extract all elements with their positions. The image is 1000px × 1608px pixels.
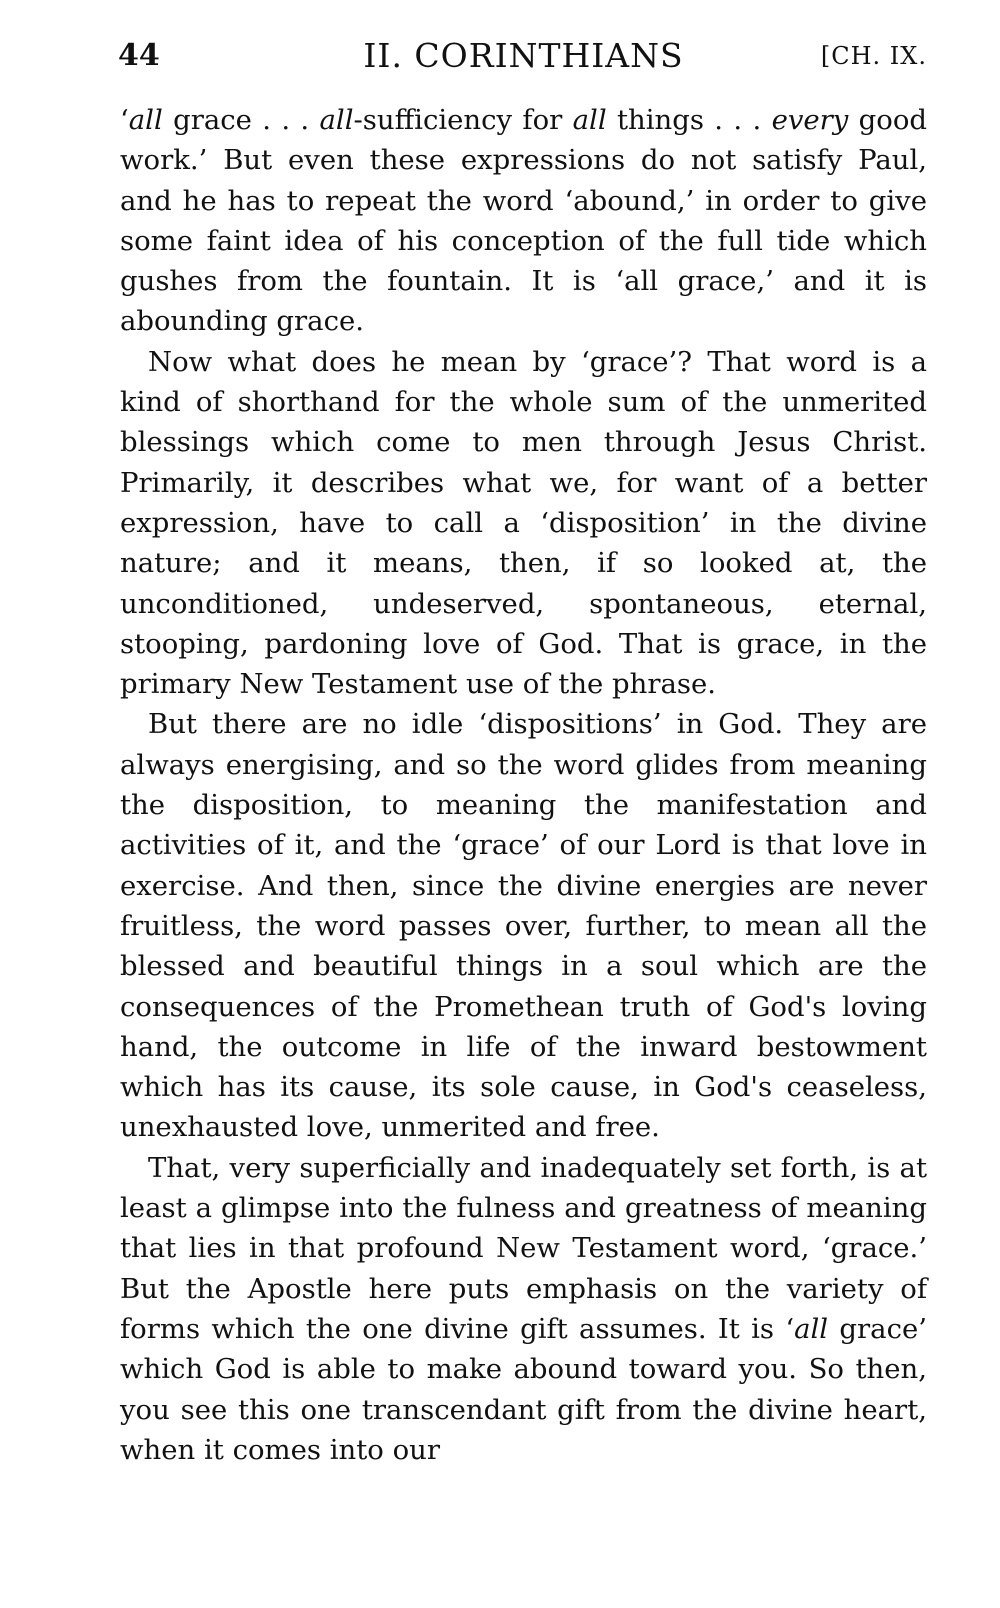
book-page: [120, 36, 927, 1470]
paragraph-variety-of-forms: That, very superficially and inadequately set forth, is at least a glimpse into the fulness and greatness of meaning that lies in that profound New Testament word, ‘grace.’ But the Apostle here puts emphasis on the variety of forms which the one divine gift assumes. It is ‘all grace’ which God is able to make abound toward you. So then, you see this one transcendant gift from the divine heart, when it comes into our: [120, 1151, 927, 1466]
body-text: [120, 100, 927, 1470]
emphasis: all: [794, 1312, 829, 1345]
emphasis: all: [319, 104, 354, 136]
paragraph-grace-definition: Now what does he mean by ‘grace’? That word is a kind of shorthand for the whole sum of the unmerited blessings which come to men through Jesus Christ. Primarily, it describes what we, for want of a better expression, have to call a ‘disposition’ in the divine nature; and it means, then, if so looked at, the unconditioned, undeserved, spontaneous, eternal, stooping, pardoning love of God. That is grace, in the primary New Testament use of the phrase.: [120, 345, 927, 701]
chapter-reference: [CH. IX.: [820, 42, 927, 70]
page-number: 44: [118, 38, 160, 73]
running-head: [120, 36, 927, 88]
emphasis: all: [572, 104, 607, 136]
book-title: II. CORINTHIANS: [363, 36, 684, 75]
paragraph-dispositions: But there are no idle ‘dispositions’ in God. They are always energising, and so the word glides from meaning the disposition, to meaning the manifestation and activities of it, and the ‘grace’ of our Lord is that love in exercise. And then, since the divine energies are never fruitless, the word passes over, further, to mean all the blessed and beautiful things in a soul which are the consequences of the Promethean truth of God's loving hand, the outcome in life of the inward bestowment which has its cause, its sole cause, in God's ceaseless, unexhausted love, unmerited and free.: [120, 708, 927, 1144]
emphasis: all: [128, 104, 163, 136]
emphasis: every: [771, 104, 849, 136]
paragraph-continuation: ‘all grace . . . all-sufficiency for all things . . . every good work.’ But even these expressions do not satisfy Paul, and he has to repeat the word ‘abound,’ in order to give some faint idea of his conception of the full tide which gushes from the fountain. It is ‘all grace,’ and it is abounding grace.: [120, 104, 928, 338]
